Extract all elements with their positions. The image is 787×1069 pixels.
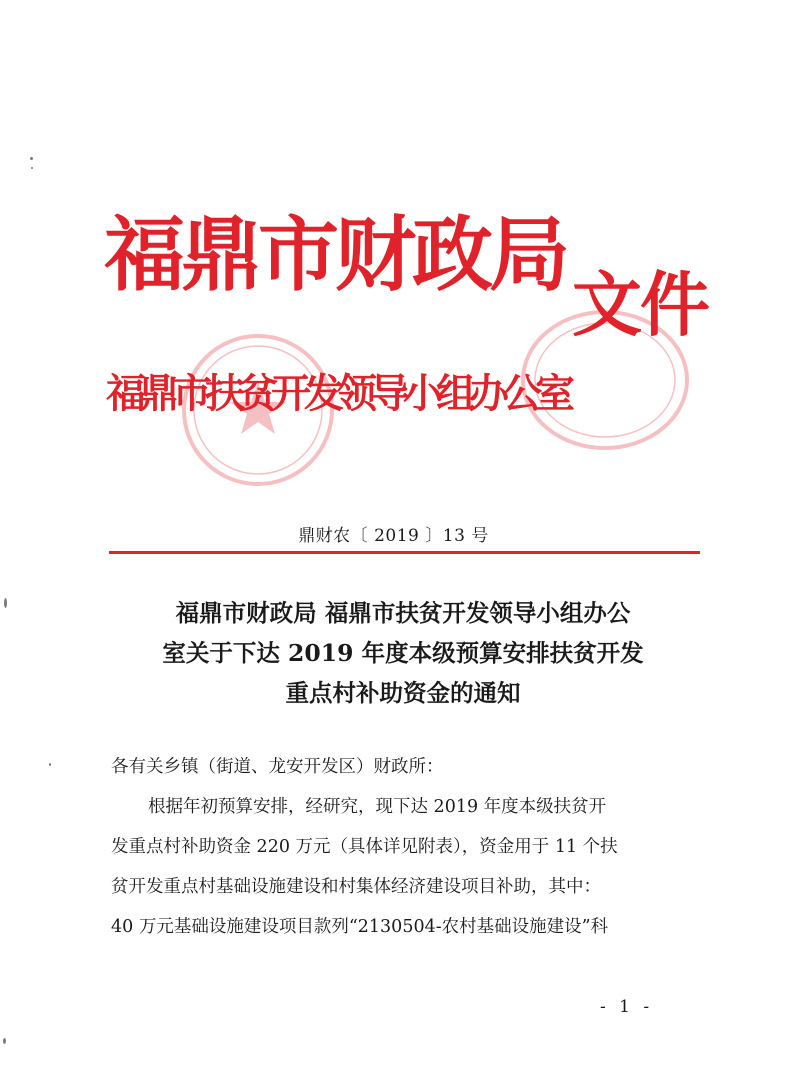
scan-speck (30, 157, 33, 160)
issuer-title-finance-bureau: 福鼎市财政局 (104, 208, 567, 303)
body-line: 40 万元基础设施建设项目款列“2130504-农村基础设施建设”科 (111, 917, 609, 937)
scan-speck (49, 763, 51, 766)
body-line: 根据年初预算安排，经研究，现下达 2019 年度本级扶贫开 (148, 797, 607, 817)
document-title (100, 593, 706, 713)
body-line: 贫开发重点村基础设施建设和村集体经济建设项目补助，其中： (111, 877, 601, 897)
title-line: 重点村补助资金的通知 (285, 679, 521, 707)
scan-speck (3, 1038, 6, 1044)
body-line: 发重点村补助资金 220 万元（具体详见附表），资金用于 11 个扶 (111, 837, 618, 857)
page-number: - 1 - (600, 997, 654, 1017)
document-number: 鼎财农〔 2019 〕13 号 (298, 526, 489, 546)
salutation: 各有关乡镇（街道、龙安开发区）财政所： (111, 757, 444, 777)
red-divider-line (109, 551, 700, 554)
document-label-wenjian: 文件 (572, 263, 708, 346)
issuer-title-poverty-office: 福鼎市扶贫开发领导小组办公室 (106, 370, 568, 417)
scan-speck (31, 167, 33, 169)
title-line: 福鼎市财政局 福鼎市扶贫开发领导小组办公 (175, 599, 631, 627)
title-line: 室关于下达 2019 年度本级预算安排扶贫开发 (162, 639, 644, 667)
scan-speck (4, 598, 7, 608)
